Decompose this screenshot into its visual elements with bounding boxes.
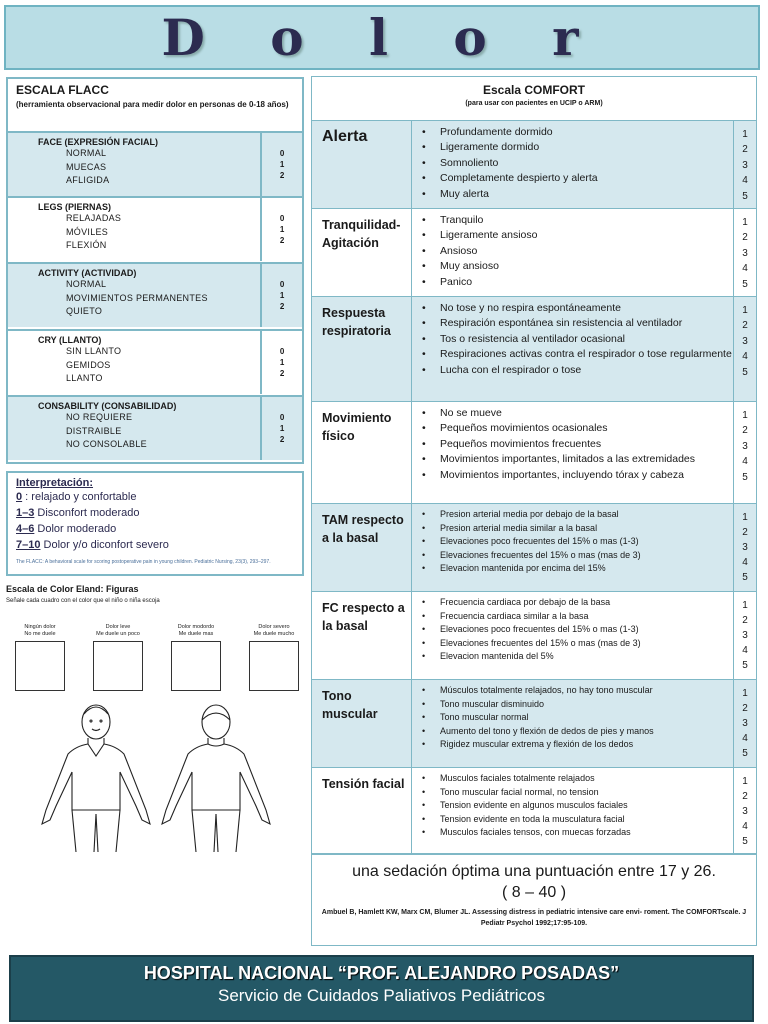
flacc-option: MÓVILES	[66, 226, 109, 237]
flacc-option: SIN LLANTO	[66, 346, 122, 356]
comfort-item: • Tos o resistencia al ventilador ocasional	[422, 332, 733, 347]
comfort-score: 2	[742, 703, 748, 714]
comfort-score: 1	[742, 410, 748, 421]
comfort-row	[312, 209, 756, 297]
comfort-row	[312, 121, 756, 209]
comfort-item: • Frecuencia cardiaca por debajo de la basa	[422, 596, 733, 610]
flacc-row-text	[8, 264, 262, 327]
comfort-item: • Elevaciones frecuentes del 15% o mas (mas de 3)	[422, 549, 733, 563]
comfort-score: 4	[742, 175, 748, 187]
flacc-score: 2	[279, 171, 285, 180]
comfort-score: 5	[742, 366, 748, 378]
comfort-score: 3	[742, 718, 748, 729]
comfort-item: • Elevaciones poco frecuentes del 15% o mas (1-3)	[422, 623, 733, 637]
comfort-score: 2	[742, 791, 748, 802]
comfort-item: • Presion arterial media similar a la basal	[422, 522, 733, 536]
eland-swatch-sublabel: Me duele mas	[178, 631, 214, 637]
comfort-item: • Tono muscular disminuido	[422, 698, 733, 712]
flacc-reference: The FLACC: A behavioral scale for scoring postoperative pain in young children. Pediatric Nursing, 23(3), 293–297.	[16, 559, 271, 565]
comfort-score: 5	[742, 278, 748, 290]
interpretation-text: Disconfort moderado	[34, 507, 140, 519]
comfort-item: • Tension evidente en algunos musculos faciales	[422, 799, 733, 813]
comfort-scores	[734, 402, 756, 503]
comfort-item: • Tranquilo	[422, 213, 733, 228]
flacc-score: 1	[279, 424, 285, 433]
flacc-score: 1	[279, 358, 285, 367]
comfort-items	[412, 768, 734, 853]
comfort-item: • Respiraciones activas contra el respirador o tose regularmente	[422, 347, 733, 362]
flacc-score: 2	[279, 236, 285, 245]
eland-color-box	[93, 641, 143, 691]
interpretation-range: 0	[16, 491, 23, 503]
comfort-score: 5	[742, 748, 748, 759]
comfort-score: 4	[742, 557, 748, 568]
eland-swatch-sublabel: Me duele un poco	[96, 631, 140, 637]
comfort-score: 5	[742, 471, 748, 483]
comfort-item: • Pequeños movimientos ocasionales	[422, 421, 733, 436]
eland-swatch-label: Dolor leve	[105, 624, 131, 630]
hospital-name: HOSPITAL NACIONAL “PROF. ALEJANDRO POSADAS”	[143, 963, 620, 983]
interpretation-range: 1–3	[16, 507, 35, 519]
comfort-scores	[734, 504, 756, 591]
flacc-scores	[262, 397, 302, 460]
eland-color-box	[171, 641, 221, 691]
interpretation-range: 4–6	[16, 523, 35, 535]
flacc-title: ESCALA FLACC	[16, 83, 109, 97]
flacc-option: NORMAL	[66, 148, 107, 158]
comfort-score: 5	[742, 660, 748, 671]
comfort-score: 2	[742, 144, 748, 156]
interpretation-line	[16, 537, 294, 553]
comfort-score: 3	[742, 247, 748, 259]
eland-color-box	[249, 641, 299, 691]
comfort-item: • Respiración espontánea sin resistencia al ventilador	[422, 316, 733, 331]
comfort-score: 4	[742, 456, 748, 468]
comfort-item: • Ligeramente ansioso	[422, 228, 733, 243]
comfort-item: • Lucha con el respirador o tose	[422, 363, 733, 378]
flacc-row-text	[8, 397, 262, 460]
front-body-figure	[42, 705, 150, 852]
comfort-scale	[311, 76, 757, 854]
flacc-option: MOVIMIENTOS PERMANENTES	[66, 292, 208, 303]
flacc-score: 2	[279, 435, 285, 444]
sedation-box	[311, 854, 757, 946]
eland-swatch	[84, 624, 152, 691]
flacc-row-text	[8, 331, 262, 394]
comfort-items	[412, 297, 734, 401]
comfort-score: 2	[742, 320, 748, 332]
comfort-reference: Ambuel B, Hamlett KW, Marx CM, Blumer JL. Assessing distress in pediatric intensive care envi- roment. The COMFORTscale. J Pediatr Psychol 1992;17:95-109.	[321, 909, 747, 927]
comfort-item: • Pequeños movimientos frecuentes	[422, 437, 733, 452]
flacc-scores	[262, 264, 302, 327]
flacc-score: 0	[279, 413, 285, 422]
flacc-option: FLEXIÓN	[66, 240, 107, 250]
eland-swatch	[162, 624, 230, 691]
comfort-item: • Presion arterial media por debajo de la basal	[422, 508, 733, 522]
eland-swatch	[240, 624, 308, 691]
comfort-item: • Ligeramente dormido	[422, 140, 733, 155]
flacc-scores	[262, 198, 302, 261]
comfort-label: TAM respecto a la basal	[312, 504, 412, 591]
eland-title: Escala de Color Eland: Figuras	[6, 584, 139, 594]
comfort-item: • Movimientos importantes, incluyendo tórax y cabeza	[422, 468, 733, 483]
flacc-category: CRY (LLANTO)	[38, 335, 102, 345]
flacc-option: QUIETO	[66, 306, 103, 316]
comfort-score: 5	[742, 572, 748, 583]
comfort-scores	[734, 768, 756, 853]
comfort-item: • Tension evidente en toda la musculatura facial	[422, 813, 733, 827]
comfort-row	[312, 768, 756, 854]
flacc-row	[8, 196, 302, 261]
comfort-score: 2	[742, 615, 748, 626]
comfort-score: 3	[742, 159, 748, 171]
comfort-score: 1	[742, 217, 748, 228]
interpretation-text: Dolor moderado	[34, 523, 117, 535]
comfort-item: • Musculos faciales totalmente relajados	[422, 772, 733, 786]
comfort-label: Tranquilidad-Agitación	[312, 209, 412, 296]
flacc-subtitle: (herramienta observacional para medir dolor en personas de 0-18 años)	[16, 100, 289, 109]
interpretation-lines	[16, 489, 294, 553]
comfort-item: • Tono muscular normal	[422, 711, 733, 725]
flacc-score: 0	[279, 214, 285, 223]
flacc-row	[8, 131, 302, 196]
comfort-subtitle: (para usar con pacientes en UCIP o ARM)	[465, 100, 603, 107]
flacc-option: NO CONSOLABLE	[66, 439, 147, 449]
flacc-category: FACE (EXPRESIÓN FACIAL)	[38, 137, 159, 147]
service-name: Servicio de Cuidados Paliativos Pediátricos	[218, 986, 545, 1005]
comfort-score: 1	[742, 688, 748, 699]
comfort-item: • Elevacion mantenida del 5%	[422, 650, 733, 664]
comfort-item: • Aumento del tono y flexión de dedos de pies y manos	[422, 725, 733, 739]
comfort-row	[312, 402, 756, 504]
comfort-score: 2	[742, 232, 748, 244]
comfort-score: 3	[742, 335, 748, 347]
flacc-scores	[262, 331, 302, 394]
flacc-score: 0	[279, 149, 285, 158]
comfort-score: 2	[742, 425, 748, 437]
comfort-scores	[734, 680, 756, 767]
eland-swatch-label: Dolor modordo	[177, 624, 215, 630]
page-title: D o l o r	[161, 8, 603, 67]
comfort-row	[312, 592, 756, 680]
comfort-score: 3	[742, 440, 748, 452]
flacc-score: 0	[279, 280, 285, 289]
comfort-item: • Completamente despierto y alerta	[422, 171, 733, 186]
flacc-option: NORMAL	[66, 279, 107, 289]
comfort-label: Tensión facial	[312, 768, 412, 853]
comfort-row	[312, 297, 756, 402]
body-figures-illustration	[6, 702, 304, 852]
comfort-score: 2	[742, 527, 748, 538]
interpretation-line	[16, 489, 294, 505]
interpretation-range: 7–10	[16, 539, 41, 551]
comfort-score: 4	[742, 263, 748, 275]
comfort-item: • Panico	[422, 275, 733, 290]
comfort-score: 1	[742, 600, 748, 611]
flacc-scores	[262, 133, 302, 196]
flacc-score: 2	[279, 302, 285, 311]
footer-banner	[9, 955, 754, 1022]
flacc-row-text	[8, 198, 262, 261]
comfort-item: • No tose y no respira espontáneamente	[422, 301, 733, 316]
comfort-label: Movimiento físico	[312, 402, 412, 503]
comfort-item: • Elevaciones poco frecuentes del 15% o mas (1-3)	[422, 535, 733, 549]
interpretation-text: : relajado y confortable	[22, 491, 137, 503]
flacc-score: 0	[279, 347, 285, 356]
comfort-item: • No se mueve	[422, 406, 733, 421]
sedation-text: una sedación óptima una puntuación entre 17 y 26.	[352, 863, 716, 880]
eland-swatch-sublabel: No me duele	[24, 631, 56, 637]
comfort-items	[412, 680, 734, 767]
comfort-scores	[734, 209, 756, 296]
interpretation-box	[6, 471, 304, 576]
comfort-item: • Muy alerta	[422, 187, 733, 202]
eland-instruction: Señale cada cuadro con el color que el niño o niña escoja	[6, 598, 160, 604]
flacc-header	[8, 79, 302, 131]
comfort-score: 1	[742, 305, 748, 316]
comfort-scores	[734, 297, 756, 401]
comfort-item: • Ansioso	[422, 244, 733, 259]
comfort-item: • Movimientos importantes, limitados a las extremidades	[422, 452, 733, 467]
interpretation-heading: Interpretación:	[16, 477, 94, 489]
comfort-score: 4	[742, 645, 748, 656]
comfort-score: 1	[742, 512, 748, 523]
comfort-row	[312, 680, 756, 768]
eland-swatch-label: Dolor severo	[258, 624, 290, 630]
comfort-score: 1	[742, 129, 748, 140]
comfort-items	[412, 121, 734, 208]
flacc-option: MUECAS	[66, 161, 107, 172]
flacc-score: 1	[279, 291, 285, 300]
flacc-score: 1	[279, 160, 285, 169]
comfort-score: 5	[742, 190, 748, 202]
comfort-items	[412, 402, 734, 503]
comfort-title: Escala COMFORT	[482, 83, 586, 97]
comfort-score: 4	[742, 351, 748, 363]
flacc-row	[8, 262, 302, 327]
flacc-category: CONSABILITY (CONSABILIDAD)	[38, 401, 177, 411]
eland-swatch-sublabel: Me duele mucho	[253, 631, 295, 637]
interpretation-line	[16, 505, 294, 521]
comfort-score: 4	[742, 733, 748, 744]
comfort-score: 3	[742, 542, 748, 553]
flacc-option: RELAJADAS	[66, 213, 122, 223]
comfort-row	[312, 504, 756, 592]
flacc-option: DISTRAIBLE	[66, 425, 122, 436]
comfort-item: • Profundamente dormido	[422, 125, 733, 140]
flacc-option: GEMIDOS	[66, 359, 111, 370]
interpretation-line	[16, 521, 294, 537]
flacc-row	[8, 395, 302, 460]
comfort-item: • Elevacion mantenida por encima del 15%	[422, 562, 733, 576]
comfort-item: • Rigidez muscular extrema y flexión de los dedos	[422, 738, 733, 752]
comfort-item: • Muy ansioso	[422, 259, 733, 274]
comfort-score: 3	[742, 806, 748, 817]
comfort-score: 4	[742, 821, 748, 832]
flacc-option: AFLIGIDA	[66, 175, 110, 185]
comfort-item: • Musculos faciales tensos, con muecas forzadas	[422, 826, 733, 840]
flacc-option: LLANTO	[66, 373, 103, 383]
eland-swatch	[6, 624, 74, 691]
comfort-item: • Frecuencia cardiaca similar a la basa	[422, 610, 733, 624]
sedation-range: ( 8 – 40 )	[501, 884, 567, 901]
flacc-row	[8, 329, 302, 394]
flacc-category: LEGS (PIERNAS)	[38, 202, 112, 212]
interpretation-text: Dolor y/o diconfort severo	[40, 539, 169, 551]
comfort-label: Respuesta respiratoria	[312, 297, 412, 401]
flacc-score: 2	[279, 369, 285, 378]
comfort-item: • Músculos totalmente relajados, no hay tono muscular	[422, 684, 733, 698]
flacc-category: ACTIVITY (ACTIVIDAD)	[38, 268, 137, 278]
comfort-score: 5	[742, 836, 748, 847]
comfort-item: • Tono muscular facial normal, no tension	[422, 786, 733, 800]
comfort-items	[412, 209, 734, 296]
comfort-label: FC respecto a la basal	[312, 592, 412, 679]
comfort-items	[412, 592, 734, 679]
comfort-item: • Somnoliento	[422, 156, 733, 171]
comfort-label: Alerta	[312, 121, 412, 208]
back-body-figure	[162, 705, 270, 852]
comfort-header	[312, 77, 756, 121]
eland-color-scale	[6, 584, 304, 844]
eland-swatch-label: Ningún dolor	[24, 624, 56, 630]
eland-color-box	[15, 641, 65, 691]
flacc-row-text	[8, 133, 262, 196]
comfort-score: 1	[742, 776, 748, 787]
flacc-scale	[6, 77, 304, 464]
flacc-option: NO REQUIERE	[66, 412, 133, 422]
comfort-label: Tono muscular	[312, 680, 412, 767]
comfort-item: • Elevaciones frecuentes del 15% o mas (mas de 3)	[422, 637, 733, 651]
comfort-score: 3	[742, 630, 748, 641]
comfort-items	[412, 504, 734, 591]
flacc-score: 1	[279, 225, 285, 234]
title-banner	[4, 5, 760, 70]
comfort-scores	[734, 121, 756, 208]
comfort-scores	[734, 592, 756, 679]
